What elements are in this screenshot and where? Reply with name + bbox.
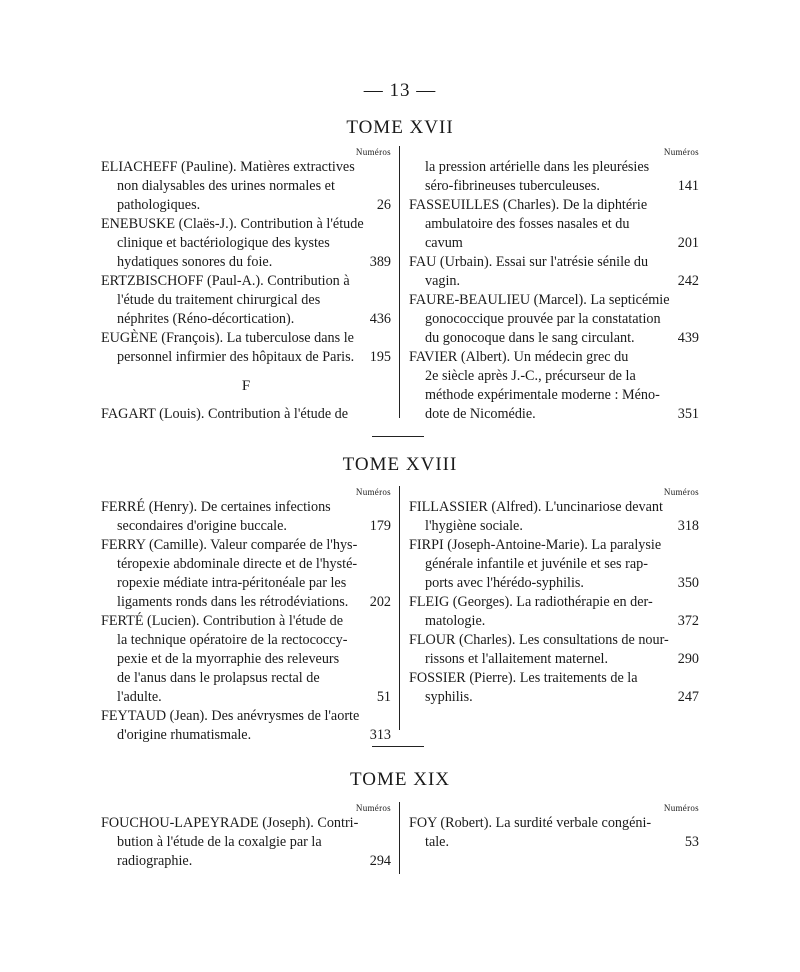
entry-line: 2e siècle après J.-C., précurseur de la xyxy=(425,368,636,384)
entry-line: gonococcique prouvée par la constatation xyxy=(425,311,661,327)
entry-line: ELIACHEFF (Pauline). Matières extractives xyxy=(101,159,355,175)
tome-17-left-column xyxy=(101,146,391,424)
column-divider xyxy=(399,802,400,874)
entry-number: 350 xyxy=(677,575,699,591)
entry-number: 313 xyxy=(369,727,391,743)
entry-line: ambulatoire des fosses nasales et du xyxy=(425,216,630,232)
entry-number: 318 xyxy=(677,518,699,534)
entry-line: ligaments ronds dans les rétrodéviations. xyxy=(117,594,349,610)
index-entry xyxy=(409,348,699,424)
index-entry xyxy=(409,536,699,593)
entry-line: d'origine rhumatismale. xyxy=(117,727,252,743)
index-entry xyxy=(409,814,699,852)
entry-line: matologie. xyxy=(425,613,486,629)
entry-number: 51 xyxy=(376,689,391,705)
index-entry xyxy=(409,291,699,348)
tome-19-left-column xyxy=(101,802,391,871)
entry-line: ERTZBISCHOFF (Paul-A.). Contribution à xyxy=(101,273,350,289)
entry-number: 201 xyxy=(677,235,699,251)
index-entry xyxy=(409,196,699,253)
entry-line: pathologiques. xyxy=(117,197,201,213)
entry-line: syphilis. xyxy=(425,689,473,705)
entry-line: cavum xyxy=(425,235,463,251)
entry-line: bution à l'étude de la coxalgie par la xyxy=(117,834,322,850)
entry-line: FERRY (Camille). Valeur comparée de l'hys- xyxy=(101,537,358,553)
entry-line: FAURE-BEAULIEU (Marcel). La septicémie xyxy=(409,292,670,308)
numeros-label: Numéros xyxy=(355,803,391,813)
entry-line: ports avec l'hérédo-syphilis. xyxy=(425,575,584,591)
entry-number: 141 xyxy=(677,178,699,194)
section-rule xyxy=(372,746,424,747)
entry-line: générale infantile et juvénile et ses rap- xyxy=(425,556,648,572)
entry-line: l'adulte. xyxy=(117,689,162,705)
entry-line: la pression artérielle dans les pleurésies xyxy=(425,159,650,175)
entry-line: séro-fibrineuses tuberculeuses. xyxy=(425,178,600,194)
entry-line: de l'anus dans le prolapsus rectal de xyxy=(117,670,320,686)
tome-18-right-column xyxy=(409,486,699,707)
tome-title: TOME XVIII xyxy=(342,454,458,475)
entry-number: 389 xyxy=(369,254,391,270)
entry-line: hydatiques sonores du foie. xyxy=(117,254,273,270)
index-entry xyxy=(101,158,391,215)
entry-number: 439 xyxy=(677,330,699,346)
entry-number: 372 xyxy=(677,613,699,629)
entry-line: du gonocoque dans le sang circulant. xyxy=(425,330,635,346)
entry-line: néphrites (Réno-décortication). xyxy=(117,311,295,327)
entry-line: radiographie. xyxy=(117,853,193,869)
index-entry xyxy=(409,631,699,669)
entry-number: 202 xyxy=(369,594,391,610)
entry-line: FLEIG (Georges). La radiothérapie en der- xyxy=(409,594,653,610)
page-number: — 13 — xyxy=(363,80,437,101)
entry-line: EUGÈNE (François). La tuberculose dans le xyxy=(101,330,354,346)
entry-line: secondaires d'origine buccale. xyxy=(117,518,287,534)
tome-18-left-column xyxy=(101,486,391,745)
letter-heading: F xyxy=(241,378,251,394)
entry-line: FOSSIER (Pierre). Les traitements de la xyxy=(409,670,638,686)
entry-line: FAVIER (Albert). Un médecin grec du xyxy=(409,349,629,365)
entry-line: l'hygiène sociale. xyxy=(425,518,523,534)
entry-line: la technique opératoire de la rectococcy- xyxy=(117,632,348,648)
entry-number: 195 xyxy=(369,349,391,365)
entry-line: FERRÉ (Henry). De certaines infections xyxy=(101,499,331,515)
index-entry xyxy=(101,707,391,745)
index-entry xyxy=(101,612,391,707)
entry-line: FILLASSIER (Alfred). L'uncinariose devant xyxy=(409,499,663,515)
entry-line: rissons et l'allaitement maternel. xyxy=(425,651,608,667)
index-entry xyxy=(101,405,391,424)
entry-number: 53 xyxy=(684,834,699,850)
index-entry xyxy=(409,498,699,536)
entry-line: dote de Nicomédie. xyxy=(425,406,536,422)
entry-line: FOUCHOU-LAPEYRADE (Joseph). Contri- xyxy=(101,815,359,831)
index-entry xyxy=(409,158,699,196)
entry-line: FEYTAUD (Jean). Des anévrysmes de l'aorte xyxy=(101,708,360,724)
section-rule xyxy=(372,436,424,437)
entry-line: FIRPI (Joseph-Antoine-Marie). La paralysie xyxy=(409,537,662,553)
entry-line: méthode expérimentale moderne : Méno- xyxy=(425,387,660,403)
index-entry xyxy=(101,215,391,272)
tome-title: TOME XVII xyxy=(346,117,454,138)
numeros-label: Numéros xyxy=(663,147,699,157)
entry-number: 179 xyxy=(369,518,391,534)
index-entry xyxy=(101,536,391,612)
entry-line: FLOUR (Charles). Les consultations de nour- xyxy=(409,632,669,648)
tome-title: TOME XIX xyxy=(349,769,450,790)
entry-line: clinique et bactériologique des kystes xyxy=(117,235,330,251)
entry-line: FAU (Urbain). Essai sur l'atrésie sénile du xyxy=(409,254,649,270)
entry-line: l'étude du traitement chirurgical des xyxy=(117,292,321,308)
index-entry xyxy=(101,814,391,871)
entry-line: FAGART (Louis). Contribution à l'étude de xyxy=(101,406,349,422)
index-entry xyxy=(409,669,699,707)
entry-line: non dialysables des urines normales et xyxy=(117,178,335,194)
entry-number: 351 xyxy=(677,406,699,422)
numeros-label: Numéros xyxy=(663,487,699,497)
entry-line: FERTÉ (Lucien). Contribution à l'étude de xyxy=(101,613,344,629)
numeros-label: Numéros xyxy=(663,803,699,813)
entry-number: 294 xyxy=(369,853,391,869)
entry-number: 436 xyxy=(369,311,391,327)
index-entry xyxy=(409,253,699,291)
entry-line: personnel infirmier des hôpitaux de Paris. xyxy=(117,349,355,365)
entry-line: vagin. xyxy=(425,273,461,289)
tome-19-right-column xyxy=(409,802,699,852)
entry-line: téropexie abdominale directe et de l'hysté- xyxy=(117,556,358,572)
entry-line: pexie et de la myorraphie des releveurs xyxy=(117,651,340,667)
index-entry xyxy=(101,329,391,367)
entry-line: FOY (Robert). La surdité verbale congéni- xyxy=(409,815,652,831)
index-entry xyxy=(409,593,699,631)
entry-number: 242 xyxy=(677,273,699,289)
numeros-label: Numéros xyxy=(355,487,391,497)
entry-number: 290 xyxy=(677,651,699,667)
index-entry xyxy=(101,498,391,536)
index-entry xyxy=(101,272,391,329)
column-divider xyxy=(399,146,400,418)
entry-line: FASSEUILLES (Charles). De la diphtérie xyxy=(409,197,648,213)
column-divider xyxy=(399,486,400,730)
numeros-label: Numéros xyxy=(355,147,391,157)
entry-number: 26 xyxy=(376,197,391,213)
entry-number: 247 xyxy=(677,689,699,705)
entry-line: ENEBUSKE (Claës-J.). Contribution à l'étude xyxy=(101,216,364,232)
tome-17-right-column xyxy=(409,146,699,424)
entry-line: tale. xyxy=(425,834,450,850)
entry-line: ropexie médiate intra-péritonéale par les xyxy=(117,575,347,591)
